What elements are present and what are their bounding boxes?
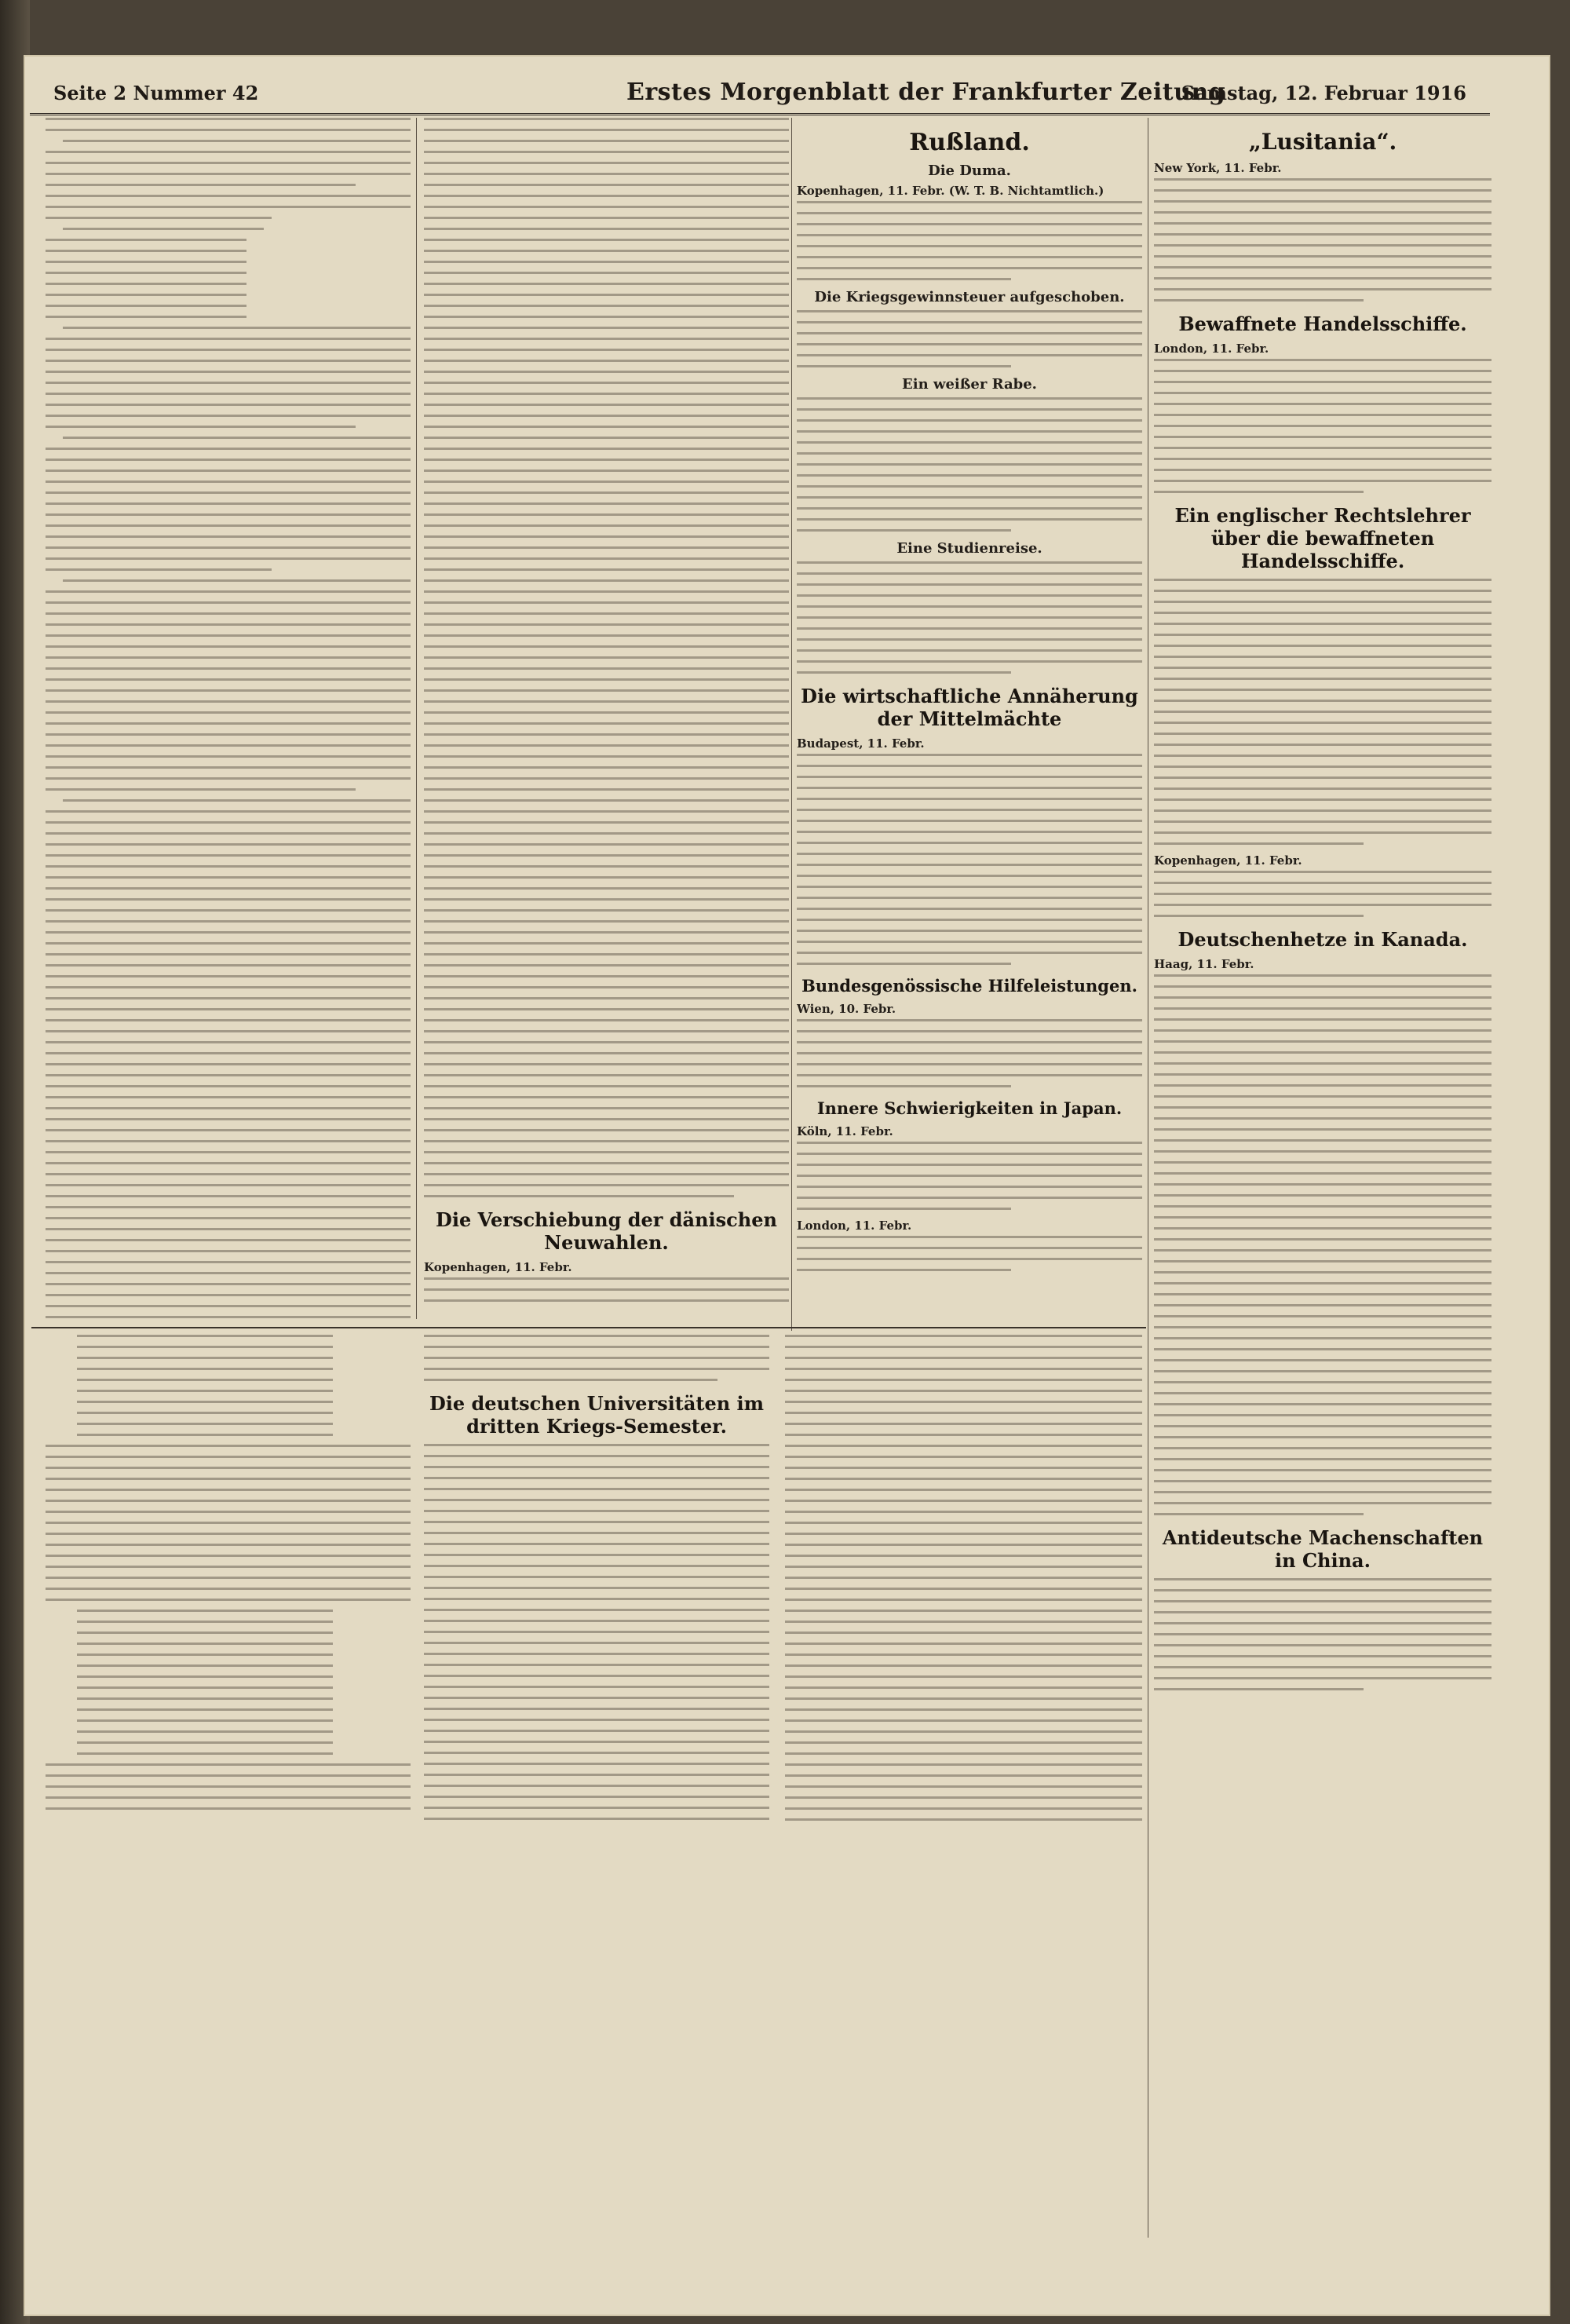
dateline: Köln, 11. Febr. [797, 1124, 893, 1138]
article-body-text [785, 1335, 1142, 1821]
article-body-text [797, 310, 1142, 367]
article-body-text [424, 1444, 769, 1820]
poem-text [46, 1610, 411, 1755]
dateline: Kopenhagen, 11. Febr. (W. T. B. Nichtamtlich.) [797, 184, 1104, 198]
article-body-text [797, 397, 1142, 532]
column-rule [791, 118, 792, 1331]
article-heading: Deutschenhetze in Kanada. [1178, 928, 1468, 951]
article-column-2 [424, 118, 789, 1303]
dateline: New York, 11. Febr. [1154, 161, 1282, 175]
article-subheading: Die Kriegsgewinnsteuer aufgeschoben. [814, 289, 1125, 305]
feuilleton-column-2 [424, 1335, 769, 2269]
newspaper-title: Erstes Morgenblatt der Frankfurter Zeitung [626, 79, 1226, 106]
article-body-text [1154, 871, 1492, 917]
article-heading: „Lusitania“. [1248, 129, 1397, 155]
article-heading: Antideutsche Machenschaften in China. [1162, 1526, 1484, 1572]
article-heading: Ein englischer Rechtslehrer über die bewaffneten Handelsschiffe. [1174, 504, 1471, 572]
article-heading: Rußland. [909, 129, 1030, 156]
dateline: Wien, 10. Febr. [797, 1002, 896, 1016]
article-body-text [46, 118, 411, 1319]
article-body-text [1154, 579, 1492, 845]
feuilleton-column-3 [785, 1335, 1142, 2269]
article-body-text [1154, 1578, 1492, 1690]
dateline: Budapest, 11. Febr. [797, 736, 925, 751]
dateline: Haag, 11. Febr. [1154, 957, 1254, 971]
issue-date: Samstag, 12. Februar 1916 [1181, 82, 1466, 104]
page-number: Seite 2 Nummer 42 [53, 82, 259, 104]
article-body-text [46, 1445, 411, 1601]
article-subheading: Eine Studienreise. [896, 540, 1042, 557]
dateline: London, 11. Febr. [797, 1219, 912, 1233]
article-heading: Innere Schwierigkeiten in Japan. [816, 1098, 1123, 1118]
article-heading: Die Verschiebung der dänischen Neuwahlen. [436, 1208, 777, 1254]
dateline: Kopenhagen, 11. Febr. [1154, 853, 1302, 868]
article-heading: Die deutschen Universitäten im dritten Kriegs-Semester. [429, 1392, 765, 1438]
article-subheading: Die Duma. [928, 163, 1011, 179]
article-column-1 [46, 118, 411, 1319]
poem-text [46, 1335, 411, 1436]
article-body-text [424, 1335, 769, 1381]
article-heading: Bewaffnete Handelsschiffe. [1178, 312, 1467, 335]
article-column-3 [797, 118, 1142, 1331]
article-body-text [797, 561, 1142, 674]
masthead [30, 79, 1490, 115]
article-body-text [1154, 974, 1492, 1515]
article-body-text [424, 118, 789, 1197]
article-subheading: Ein weißer Rabe. [902, 376, 1037, 393]
article-body-text [797, 1236, 1142, 1271]
dateline: London, 11. Febr. [1154, 342, 1269, 356]
article-body-text [424, 1277, 789, 1303]
article-body-text [797, 201, 1142, 280]
dateline: Kopenhagen, 11. Febr. [424, 1260, 572, 1274]
article-body-text [1154, 359, 1492, 493]
article-body-text [46, 1763, 411, 1810]
article-column-4 [1154, 118, 1492, 2191]
article-body-text [797, 1142, 1142, 1210]
feuilleton-column-1 [46, 1335, 411, 2269]
article-heading: Die wirtschaftliche Annäherung der Mittelmächte [801, 685, 1138, 730]
article-body-text [1154, 178, 1492, 301]
article-body-text [797, 1019, 1142, 1087]
article-body-text [797, 754, 1142, 965]
article-heading: Bundesgenössische Hilfeleistungen. [801, 976, 1137, 996]
column-rule [416, 118, 417, 1319]
